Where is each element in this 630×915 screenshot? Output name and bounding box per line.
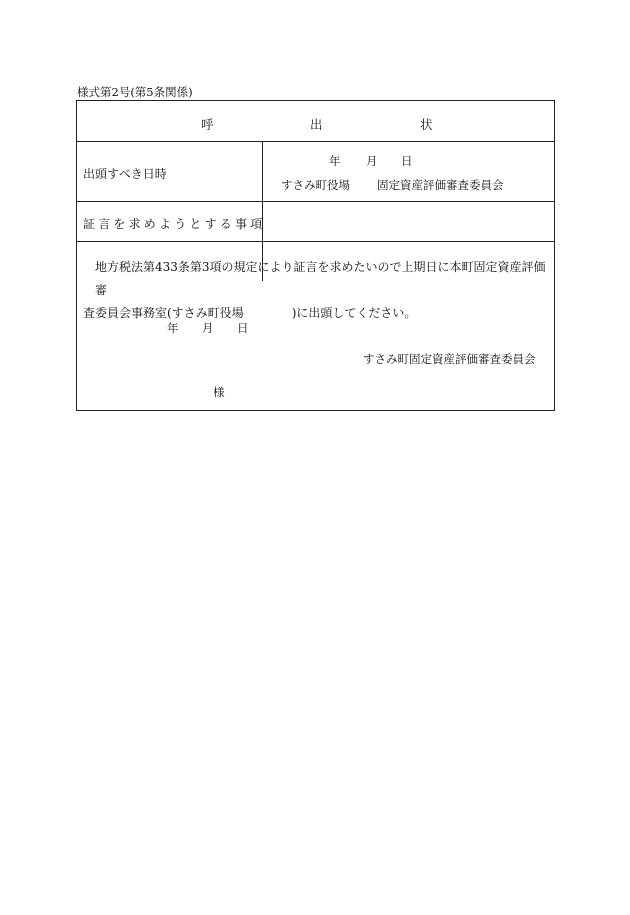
issue-day-unit: 日 bbox=[237, 321, 249, 335]
paragraph-line-1: 地方税法第433条第3項の規定により証言を求めたいので上期日に本町固定資産評価審 bbox=[95, 260, 546, 297]
issue-year-unit: 年 bbox=[167, 321, 179, 335]
appearance-committee: 固定資産評価審査委員会 bbox=[377, 178, 504, 192]
paragraph-line-2 bbox=[83, 302, 553, 325]
summons-paragraph bbox=[83, 256, 553, 325]
addressee-suffix: 様 bbox=[213, 385, 225, 399]
summons-form-frame bbox=[76, 100, 555, 411]
appearance-day-unit: 日 bbox=[401, 154, 413, 168]
form-number: 様式第2号(第5条関係) bbox=[77, 85, 193, 99]
appearance-year-unit: 年 bbox=[329, 154, 341, 168]
paragraph-line-2-end: )に出頭してください。 bbox=[291, 306, 417, 320]
title-char-2: 出 bbox=[310, 117, 323, 132]
divider-title bbox=[77, 141, 554, 142]
appearance-place: すさみ町役場 bbox=[281, 178, 350, 192]
title-char-1: 呼 bbox=[201, 117, 214, 132]
appearance-month-unit: 月 bbox=[366, 154, 378, 168]
label-appearance-datetime: 出頭すべき日時 bbox=[83, 167, 167, 181]
title-char-3: 状 bbox=[420, 117, 433, 132]
divider-row1 bbox=[77, 201, 554, 202]
label-testimony-matters: 証言を求めようとする事項 bbox=[83, 217, 266, 231]
testimony-matters-value bbox=[269, 209, 549, 233]
issuer-name: すさみ町固定資産評価審査委員会 bbox=[363, 352, 536, 366]
divider-row2 bbox=[77, 241, 554, 242]
issue-month-unit: 月 bbox=[202, 321, 214, 335]
paragraph-line-2-start: 査委員会事務室(すさみ町役場 bbox=[83, 306, 244, 320]
